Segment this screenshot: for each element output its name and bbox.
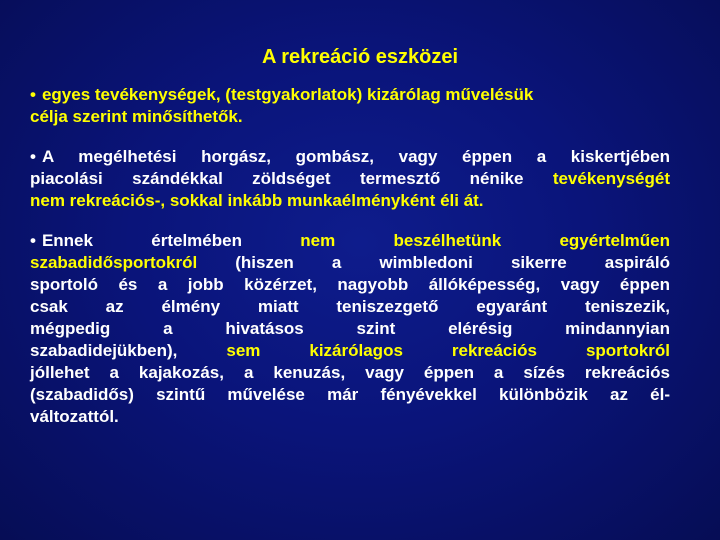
p3-line-6-yellow: sem kizárólagos rekreációs sportokról <box>226 341 671 360</box>
paragraph-1 <box>30 84 670 128</box>
p2-line-2-yellow: tevékenységét <box>552 169 670 188</box>
slide-title: A rekreáció eszközei <box>261 46 459 68</box>
p3-line-2-white: (hiszen a wimbledoni sikerre aspiráló <box>197 253 670 272</box>
p3-line-1-white: Ennek értelmében <box>41 231 301 250</box>
p2-line-3: nem rekreációs-, sokkal inkább munkaélményként éli át. <box>30 191 484 210</box>
p2-line-1: A megélhetési horgász, gombász, vagy éppen a kiskertjében <box>41 147 670 166</box>
p3-line-2-yellow: szabadidősportokról <box>30 253 198 272</box>
paragraph-3 <box>30 230 670 428</box>
bullet-icon: • <box>30 147 36 166</box>
p1-line-1: egyes tevékenységek, (testgyakorlatok) kizárólag művelésük <box>41 85 534 104</box>
p3-line-3: sportoló és a jobb közérzet, nagyobb állóképesség, vagy éppen <box>30 275 670 294</box>
paragraph-2 <box>30 146 670 212</box>
p3-line-7: jóllehet a kajakozás, a kenuzás, vagy éppen a sízés rekreációs <box>30 363 670 382</box>
p3-line-4: csak az élmény miatt teniszezgető egyaránt teniszezik, <box>30 297 670 316</box>
p3-line-8: (szabadidős) szintű művelése már fényévekkel különbözik az él- <box>30 385 670 404</box>
p1-line-2: célja szerint minősíthetők. <box>30 107 243 126</box>
p3-line-5: mégpedig a hivatásos szint elérésig mindannyian <box>30 319 670 338</box>
p3-line-6-white: szabadidejükben), <box>30 341 227 360</box>
bullet-icon: • <box>30 85 36 104</box>
p3-line-1-yellow: nem beszélhetünk egyértelműen <box>300 231 671 250</box>
bullet-icon: • <box>30 231 36 250</box>
p2-line-2-white: piacolási szándékkal zöldséget termesztő nénike <box>30 169 553 188</box>
p3-line-9: változattól. <box>30 407 119 426</box>
